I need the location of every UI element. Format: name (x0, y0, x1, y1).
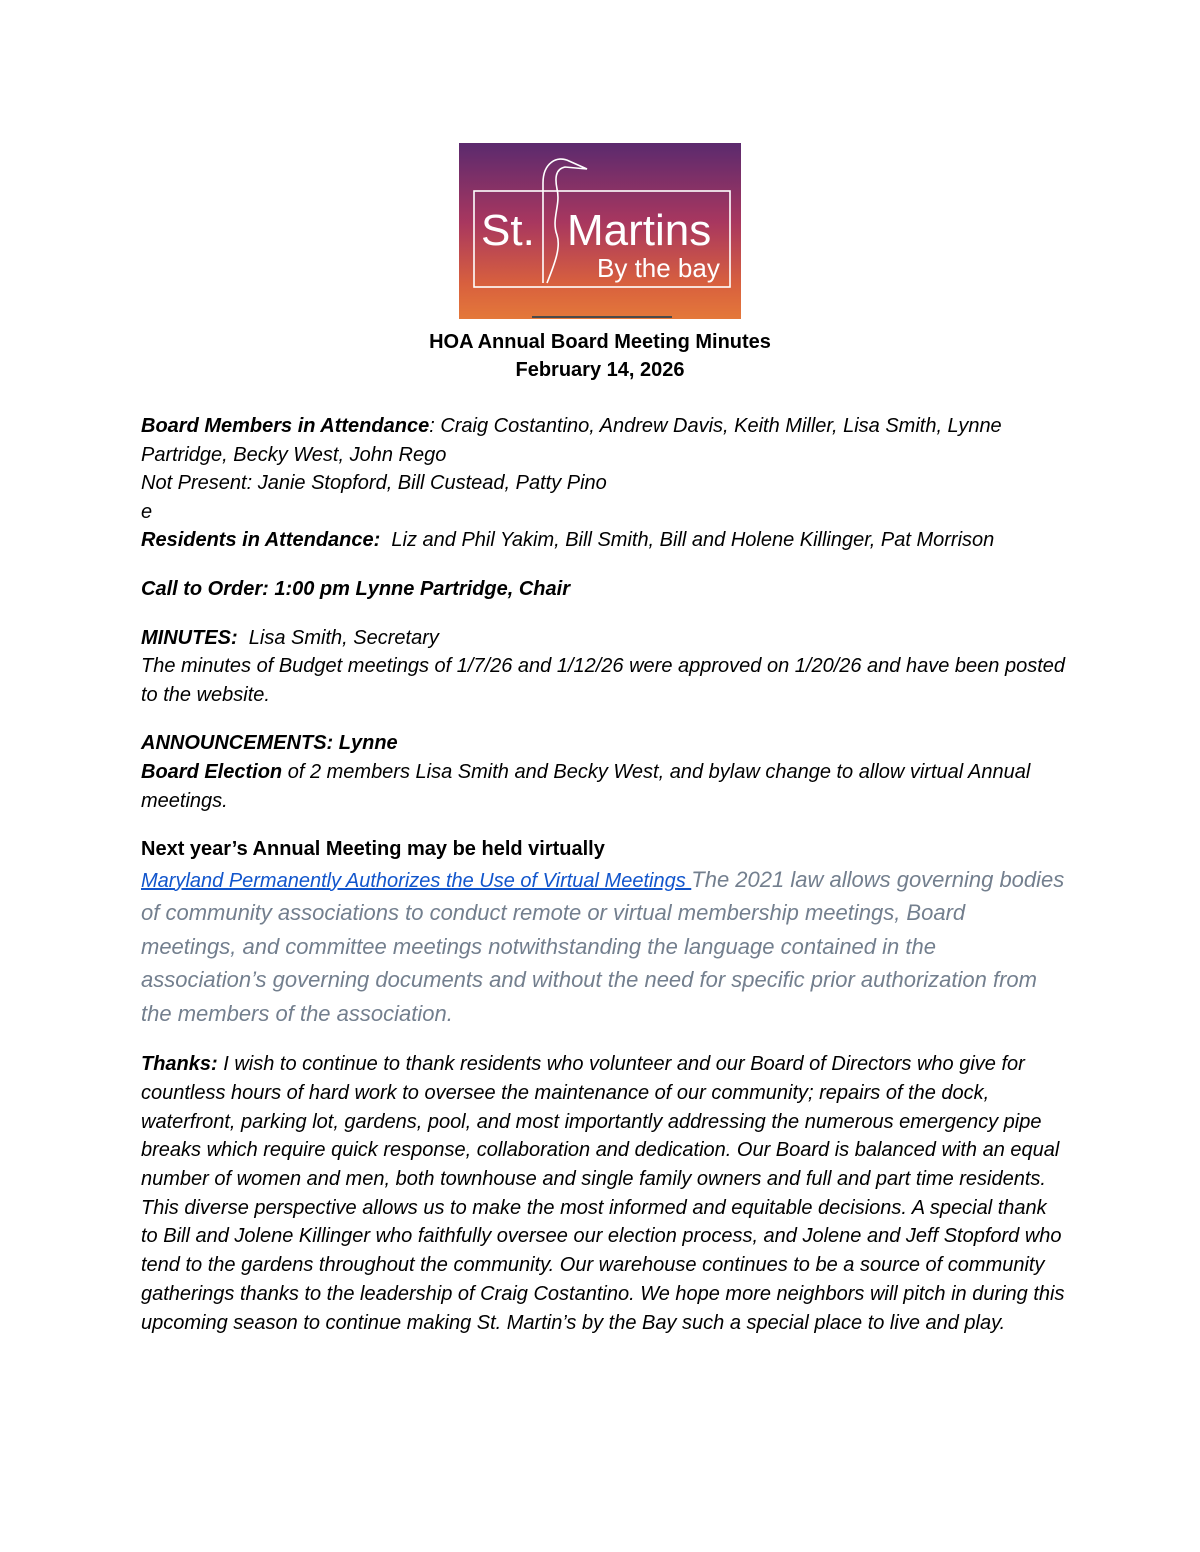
board-attendance-names: : Craig Costantino, Andrew Davis, Keith Miller, Lisa Smith, Lynne Partridge, Becky West, John Rego (141, 415, 1002, 466)
st-martins-logo (459, 143, 741, 319)
logo-text-by-the-bay: By the bay (597, 253, 720, 283)
call-to-order-text: Call to Order: 1:00 pm Lynne Partridge, Chair (141, 577, 570, 600)
document-title: HOA Annual Board Meeting Minutes (429, 331, 771, 353)
stray-text: e (141, 500, 153, 523)
board-election-text: of 2 members Lisa Smith and Becky West, and bylaw change to allow virtual Annual meetings. (141, 760, 1031, 812)
call-to-order (141, 575, 1066, 604)
virtual-meetings-law-link[interactable]: Maryland Permanently Authorizes the Use of Virtual Meetings (141, 869, 692, 892)
thanks-text: I wish to continue to thank residents who volunteer and our Board of Directors who give for countless hours of hard work to oversee the maintenance of our community; repairs of the dock, waterfront, parking lot, gardens, pool, and most importantly addressing the numerous emergency pipe breaks which require quick response, collaboration and dedication. Our Board is balanced with an equal number of women and men, both townhouse and single family owners and full and part time residents. This diverse perspective allows us to make the most informed and equitable decisions. A special thank to Bill and Jolene Killinger who faithfully oversee our election process, and Jolene and Jeff Stopford who tend to the gardens throughout the community. Our warehouse continues to be a source of community gatherings thanks to the leadership of Craig Costantino. We hope more neighbors will pitch in during this upcoming season to continue making St. Martin’s by the Bay such a special place to live and play. (141, 1053, 1065, 1334)
board-election (141, 758, 1066, 815)
thanks-label: Thanks: (141, 1053, 218, 1076)
minutes-label: MINUTES: (141, 626, 238, 649)
announcements-label: ANNOUNCEMENTS: Lynne (141, 732, 398, 755)
minutes-heading (141, 624, 1066, 653)
document-body (141, 412, 1066, 1337)
document-date: February 14, 2026 (515, 359, 685, 381)
logo-divider (532, 316, 672, 318)
logo-text-martins: Martins (567, 206, 712, 255)
residents-attendance-names: Liz and Phil Yakim, Bill Smith, Bill and Holene Killinger, Pat Morrison (391, 529, 995, 552)
thanks-paragraph (141, 1050, 1066, 1337)
board-attendance (141, 412, 1066, 469)
not-present: Not Present: Janie Stopford, Bill Custead, Patty Pino (141, 472, 607, 495)
board-attendance-label: Board Members in Attendance (141, 415, 430, 437)
virtual-meeting-paragraph (141, 864, 1066, 1032)
virtual-meetings-law-text: The 2021 law allows governing bodies of community associations to conduct remote or virtual membership meetings, Board meetings, and committee meetings notwithstanding the language contained in the association’s governing documents and without the need for specific prior authorization from the members of the association. (141, 866, 1065, 1026)
announcements-heading (141, 729, 1066, 758)
virtual-meeting-heading: Next year’s Annual Meeting may be held virtually (141, 838, 605, 861)
minutes-text: The minutes of Budget meetings of 1/7/26 and 1/12/26 were approved on 1/20/26 and have been posted to the website. (141, 655, 1066, 706)
residents-attendance (141, 526, 1066, 555)
minutes-by: Lisa Smith, Secretary (248, 626, 439, 649)
logo-text-st: St. (481, 206, 535, 255)
logo-graphic (459, 143, 741, 319)
document-header (0, 328, 1200, 384)
board-election-label: Board Election (141, 760, 283, 783)
residents-attendance-label: Residents in Attendance: (141, 529, 381, 552)
